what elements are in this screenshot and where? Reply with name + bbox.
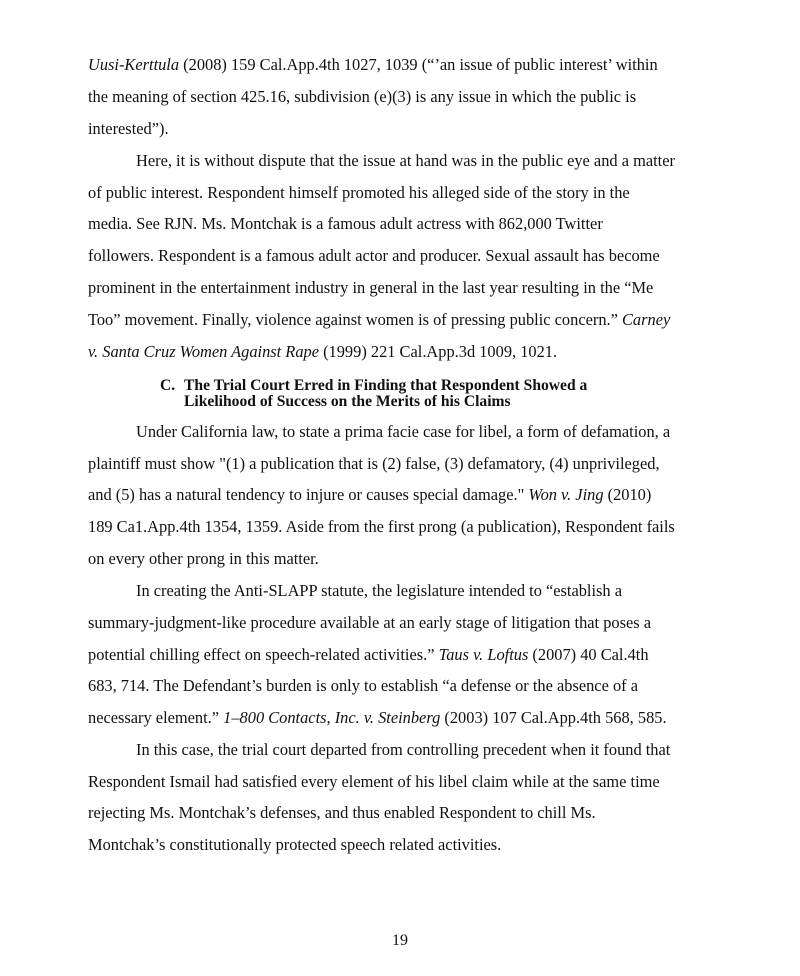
paragraph-4-line-2: summary-judgment-like procedure available at an early stage of litigation that poses a [88, 613, 652, 632]
paragraph-2-line-4: followers. Respondent is a famous adult actor and producer. Sexual assault has become [88, 246, 660, 265]
body-text: (2008) 159 Cal.App.4th 1027, 1039 (“’an issue of public interest’ within [179, 55, 658, 74]
paragraph-2-line-3: media. See RJN. Ms. Montchak is a famous adult actress with 862,000 Twitter [88, 214, 603, 233]
body-text: (2003) 107 Cal.App.4th 568, 585. [440, 708, 667, 727]
page-number: 19 [392, 932, 408, 949]
paragraph-3-line-3 [88, 485, 728, 505]
paragraph-4-line-1: In creating the Anti-SLAPP statute, the legislature intended to “establish a [136, 581, 622, 600]
paragraph-3-line-2: plaintiff must show "(1) a publication that is (2) false, (3) defamatory, (4) unprivileged, [88, 454, 660, 473]
case-citation: Won v. Jing [528, 485, 604, 504]
paragraph-4-line-4: 683, 714. The Defendant’s burden is only to establish “a defense or the absence of a [88, 676, 638, 695]
paragraph-2-line-2: of public interest. Respondent himself promoted his alleged side of the story in the [88, 183, 630, 202]
case-citation: Carney [622, 310, 671, 329]
paragraph-2-line-1: Here, it is without dispute that the issue at hand was in the public eye and a matter [136, 151, 675, 170]
paragraph-3-line-1: Under California law, to state a prima facie case for libel, a form of defamation, a [136, 422, 671, 441]
section-heading-line-2: Likelihood of Success on the Merits of his Claims [184, 393, 511, 410]
body-text: (2010) [603, 485, 652, 504]
paragraph-3-line-5: on every other prong in this matter. [88, 549, 319, 568]
paragraph-3-line-4: 189 Ca1.App.4th 1354, 1359. Aside from the first prong (a publication), Respondent fails [88, 517, 675, 536]
paragraph-1-line-2: the meaning of section 425.16, subdivision (e)(3) is any issue in which the public is [88, 87, 637, 106]
paragraph-2-line-7 [88, 342, 728, 362]
paragraph-2-line-5: prominent in the entertainment industry in general in the last year resulting in the “Me [88, 278, 654, 297]
case-citation: Uusi-Kerttula [88, 55, 180, 74]
paragraph-5-line-1: In this case, the trial court departed from controlling precedent when it found that [136, 740, 671, 759]
paragraph-5-line-3: rejecting Ms. Montchak’s defenses, and thus enabled Respondent to chill Ms. [88, 803, 596, 822]
body-text: (1999) 221 Cal.App.3d 1009, 1021. [318, 342, 558, 361]
body-text: (2007) 40 Cal.4th [528, 645, 649, 664]
body-text: and (5) has a natural tendency to injure or causes special damage." [88, 485, 529, 504]
paragraph-5-line-2: Respondent Ismail had satisfied every element of his libel claim while at the same time [88, 772, 660, 791]
section-heading-letter: C. [160, 377, 176, 394]
body-text: Too” movement. Finally, violence against women is of pressing public concern.” [88, 310, 622, 329]
body-text: necessary element.” [88, 708, 224, 727]
paragraph-4-line-5 [88, 708, 728, 728]
paragraph-5-line-4: Montchak’s constitutionally protected speech related activities. [88, 835, 502, 854]
paragraph-1-line-3: interested”). [88, 119, 169, 138]
paragraph-2-line-6 [88, 310, 728, 330]
case-citation: Taus v. Loftus [438, 645, 529, 664]
section-heading-line-1: The Trial Court Erred in Finding that Respondent Showed a [184, 377, 588, 394]
paragraph-4-line-3 [88, 645, 728, 665]
paragraph-1-line-1 [88, 55, 728, 75]
body-text: potential chilling effect on speech-related activities.” [88, 645, 439, 664]
case-citation: 1–800 Contacts, Inc. v. Steinberg [223, 708, 441, 727]
case-citation: v. Santa Cruz Women Against Rape [88, 342, 319, 361]
